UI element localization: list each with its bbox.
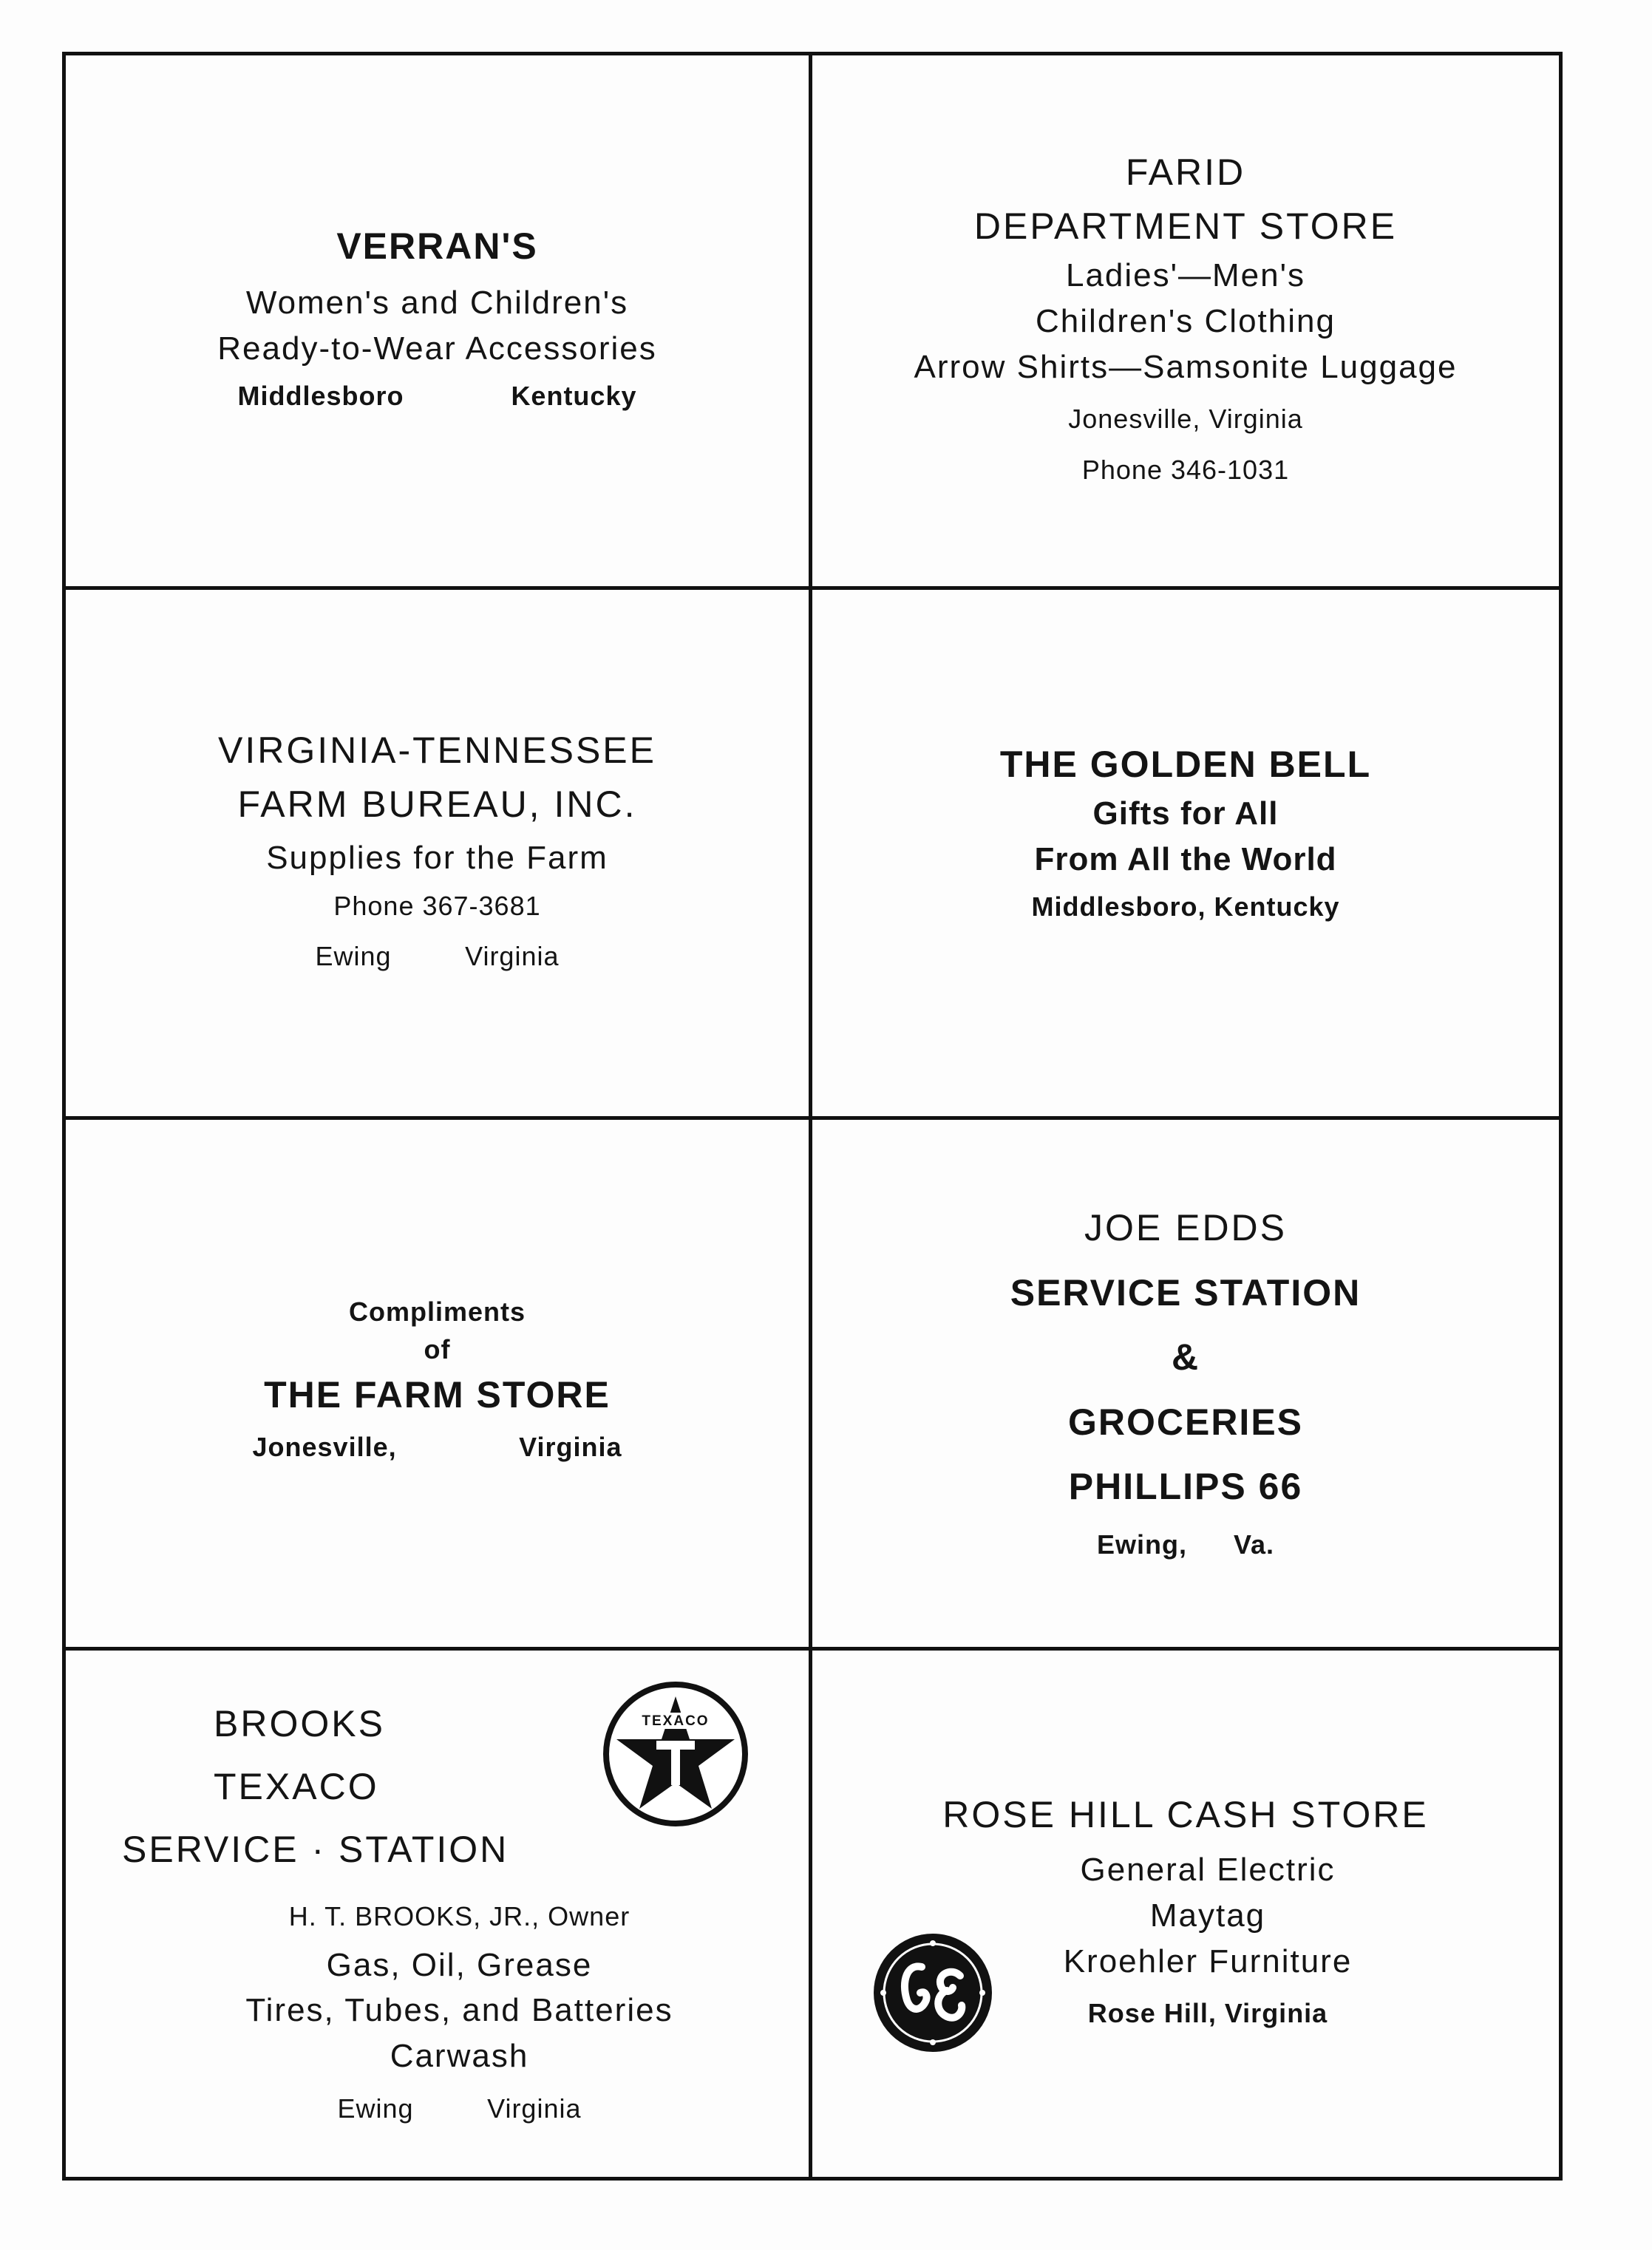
- farid-name2: DEPARTMENT STORE: [973, 205, 1398, 247]
- joe-edds-state: Va.: [1233, 1529, 1274, 1560]
- rose-hill-line1: General Electric: [1080, 1852, 1336, 1889]
- rose-hill-line2: Maytag: [1149, 1897, 1266, 1934]
- farm-bureau-line1: Supplies for the Farm: [266, 840, 608, 877]
- verrans-name: VERRAN'S: [336, 225, 538, 267]
- brooks-name2: TEXACO: [214, 1766, 379, 1808]
- joe-edds-name3: &: [1171, 1336, 1200, 1379]
- farid-name1: FARID: [1125, 152, 1246, 194]
- brooks-state: Virginia: [487, 2093, 582, 2124]
- joe-edds-name4: GROCERIES: [1067, 1401, 1304, 1443]
- joe-edds-name1: JOE EDDS: [1084, 1207, 1288, 1249]
- verrans-city: Middlesboro: [237, 381, 404, 412]
- farm-store-compliments: Compliments: [348, 1296, 526, 1328]
- ad-golden-bell: [812, 586, 1559, 1117]
- rose-hill-location: Rose Hill, Virginia: [1087, 1998, 1328, 2029]
- brooks-details: [245, 1943, 673, 2079]
- farid-line3: Arrow Shirts—Samsonite Luggage: [914, 348, 1458, 385]
- brooks-line3: Carwash: [390, 2038, 529, 2075]
- ad-farid: [812, 55, 1559, 586]
- ad-farm-bureau: [66, 586, 812, 1117]
- golden-bell-location: Middlesboro, Kentucky: [1031, 891, 1340, 922]
- farid-line1: Ladies'—Men's: [1065, 257, 1306, 294]
- farm-store-name: THE FARM STORE: [264, 1374, 611, 1416]
- rose-hill-details: [1064, 1847, 1353, 2039]
- farm-store-of: of: [424, 1333, 451, 1364]
- texaco-logo-text: TEXACO: [642, 1713, 710, 1729]
- texaco-star-icon: [602, 1680, 749, 1828]
- farm-bureau-phone: Phone 367-3681: [333, 890, 541, 921]
- golden-bell-line1: Gifts for All: [1092, 795, 1279, 832]
- ad-rose-hill: [812, 1647, 1559, 2178]
- farm-bureau-name1: VIRGINIA-TENNESSEE: [218, 730, 656, 772]
- brooks-heading: [122, 1693, 509, 1881]
- farid-line2: Children's Clothing: [1036, 303, 1336, 340]
- ad-brooks-texaco: [66, 1647, 812, 2178]
- golden-bell-line2: From All the World: [1034, 840, 1337, 877]
- farm-store-state: Virginia: [519, 1431, 622, 1462]
- farm-bureau-city: Ewing: [315, 941, 392, 972]
- verrans-state: Kentucky: [511, 381, 637, 412]
- joe-edds-location: [1097, 1520, 1274, 1570]
- ad-grid: [62, 52, 1563, 2181]
- farid-location: Jonesville, Virginia: [1068, 404, 1303, 435]
- ad-farm-store: [66, 1116, 812, 1647]
- brooks-line2: Tires, Tubes, and Batteries: [245, 1992, 673, 2029]
- ad-verrans: [66, 55, 812, 586]
- verrans-line2: Ready-to-Wear Accessories: [217, 330, 657, 367]
- ad-joe-edds: [812, 1116, 1559, 1647]
- brooks-name3: SERVICE · STATION: [122, 1829, 509, 1871]
- farm-store-location: [253, 1422, 622, 1472]
- verrans-line1: Women's and Children's: [245, 285, 629, 322]
- brooks-location: [338, 2084, 582, 2134]
- brooks-name1: BROOKS: [214, 1703, 385, 1745]
- farm-bureau-location: [316, 931, 560, 982]
- farm-bureau-name2: FARM BUREAU, INC.: [237, 783, 637, 825]
- joe-edds-name2: SERVICE STATION: [1010, 1271, 1362, 1313]
- joe-edds-name5: PHILLIPS 66: [1068, 1466, 1303, 1508]
- farm-bureau-state: Virginia: [465, 941, 560, 972]
- joe-edds-city: Ewing,: [1097, 1529, 1187, 1560]
- rose-hill-line3: Kroehler Furniture: [1063, 1943, 1353, 1979]
- verrans-location: [238, 371, 637, 421]
- rose-hill-name: ROSE HILL CASH STORE: [942, 1793, 1429, 1835]
- general-electric-icon: [870, 1930, 996, 2056]
- brooks-city: Ewing: [337, 2093, 414, 2124]
- farid-phone: Phone 346-1031: [1081, 454, 1290, 485]
- farm-store-city: Jonesville,: [252, 1431, 397, 1462]
- brooks-line1: Gas, Oil, Grease: [326, 1946, 593, 1983]
- brooks-owner: H. T. BROOKS, JR., Owner: [288, 1901, 630, 1932]
- golden-bell-name: THE GOLDEN BELL: [999, 743, 1372, 785]
